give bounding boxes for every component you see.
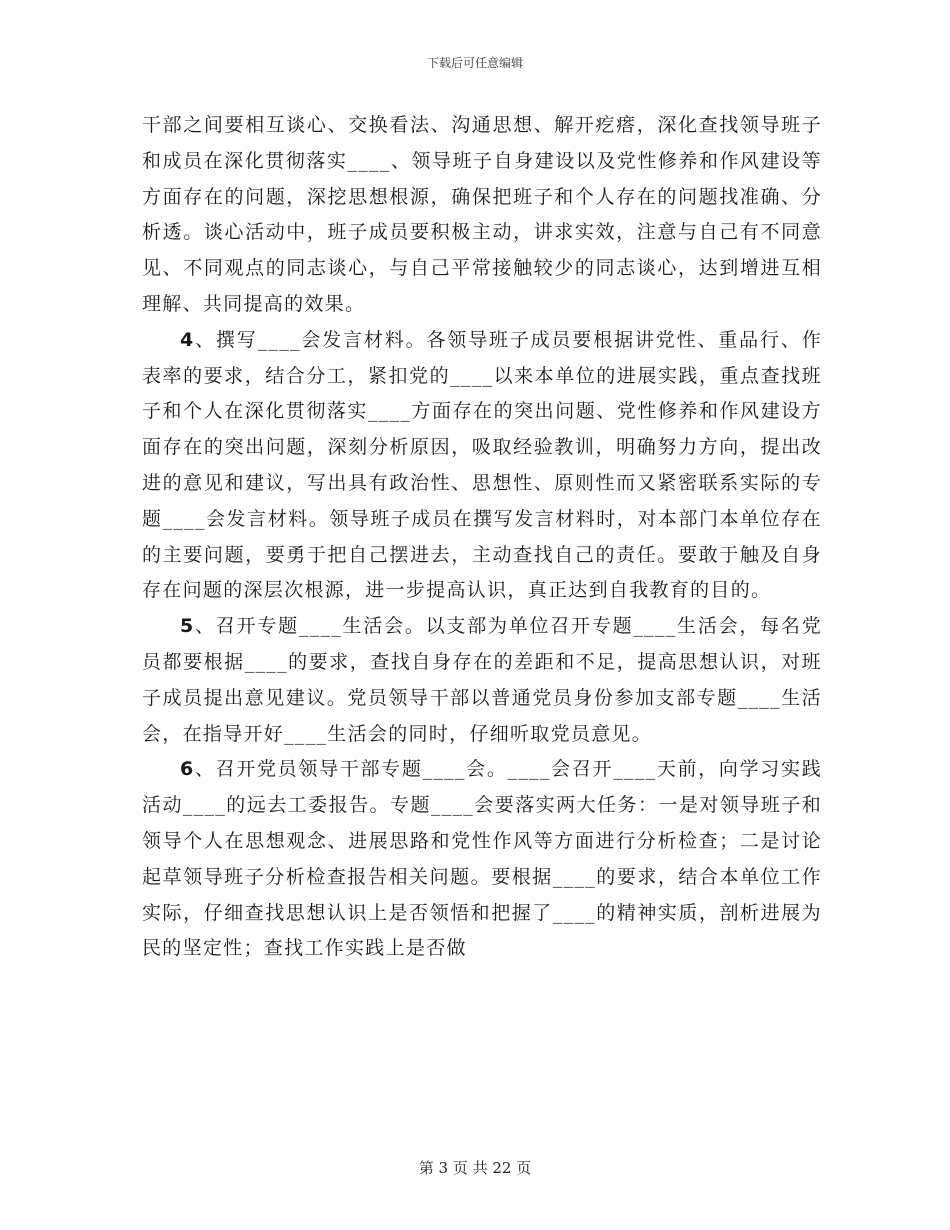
document-body: [142, 108, 822, 967]
item-number: 6: [180, 758, 195, 781]
page-footer: 第 3 页 共 22 页: [418, 1159, 532, 1177]
paragraph-text: 干部之间要相互谈心、交换看法、沟通思想、解开疙瘩，深化查找领导班子和成员在深化贯彻落实____、领导班子自身建设以及党性修养和作风建设等方面存在的问题，深挖思想根源，确保把班子和个人存在的问题找准确、分析透。谈心活动中，班子成员要积极主动，讲求实效，注意与自己有不同意见、不同观点的同志谈心，与自己平常接触较少的同志谈心，达到增进互相理解、共同提高的效果。: [142, 114, 822, 315]
paragraph-item-4: [142, 323, 822, 609]
paragraph-text: 、召开党员领导干部专题____会。____会召开____天前，向学习实践活动____的远去工委报告。专题____会要落实两大任务：一是对领导班子和领导个人在思想观念、进展思路和党性作风等方面进行分析检查；二是讨论起草领导班子分析检查报告相关问题。要根据____的要求，结合本单位工作实际，仔细查找思想认识上是否领悟和把握了____的精神实质，剖析进展为民的坚定性；查找工作实践上是否做: [142, 758, 822, 960]
item-number: 4: [180, 328, 195, 351]
paragraph-continuation: [142, 108, 822, 323]
item-number: 5: [180, 615, 195, 638]
paragraph-text: 、撰写____会发言材料。各领导班子成员要根据讲党性、重品行、作表率的要求，结合分工，紧扣党的____以来本单位的进展实践，重点查找班子和个人在深化贯彻落实____方面存在的突出问题、党性修养和作风建设方面存在的突出问题，深刻分析原因，吸取经验教训，明确努力方向，提出改进的意见和建议，写出具有政治性、思想性、原则性而又紧密联系实际的专题____会发言材料。领导班子成员在撰写发言材料时，对本部门本单位存在的主要问题，要勇于把自己摆进去，主动查找自己的责任。要敢于触及自身存在问题的深层次根源，进一步提高认识，真正达到自我教育的目的。: [142, 328, 822, 602]
paragraph-text: 、召开专题____生活会。以支部为单位召开专题____生活会，每名党员都要根据____的要求，查找自身存在的差距和不足，提高思想认识，对班子成员提出意见建议。党员领导干部以普通党员身份参加支部专题____生活会，在指导开好____生活会的同时，仔细听取党员意见。: [142, 615, 822, 745]
paragraph-item-5: [142, 609, 822, 752]
page-header: 下载后可任意编辑: [426, 56, 523, 70]
paragraph-item-6: [142, 752, 822, 967]
